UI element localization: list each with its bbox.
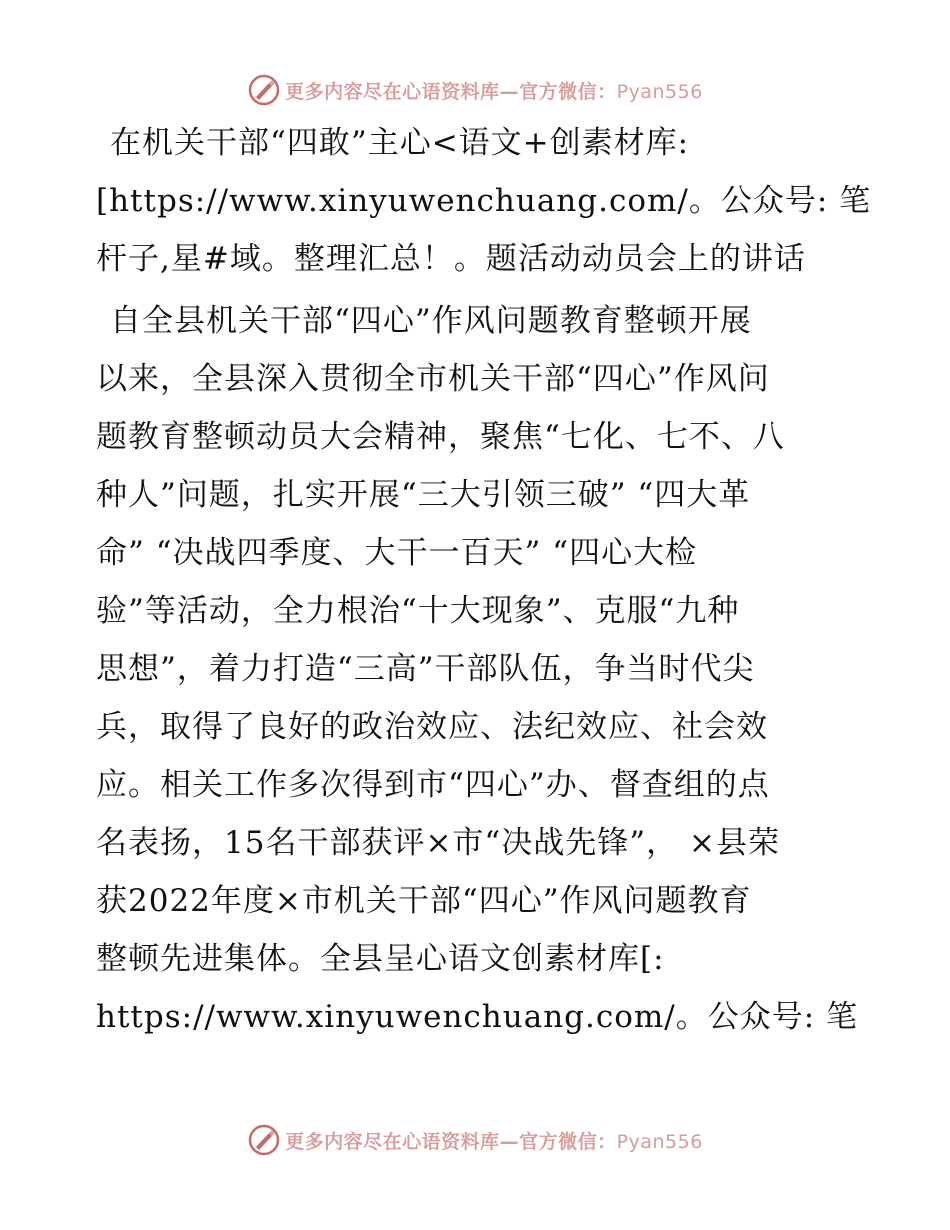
- body-line: 命” “决战四季度、大干一百天” “四心大检: [96, 535, 698, 571]
- watermark-handle: Pyan556: [616, 1130, 703, 1153]
- header-watermark: [0, 70, 950, 110]
- title-line: [https://www.xinyuwenchuang.com/。公众号: 笔: [96, 183, 872, 219]
- body-line: 应。相关工作多次得到市“四心”办、督查组的点: [96, 767, 770, 803]
- body-line: 自全县机关干部“四心”作风问题教育整顿开展: [110, 303, 752, 339]
- document-title: [96, 114, 872, 288]
- body-line: 整顿先进集体。全县呈心语文创素材库[:: [96, 941, 665, 977]
- body-line: 获2022年度×市机关干部“四心”作风问题教育: [96, 883, 752, 919]
- body-paragraph: [96, 292, 859, 1046]
- watermark-text: 更多内容尽在心语资料库—官方微信：Pyan556: [285, 80, 703, 103]
- document-body: [96, 114, 872, 1046]
- body-line: 以来，全县深入贯彻全市机关干部“四心”作风问: [96, 361, 770, 397]
- title-line: 在机关干部“四敢”主心<语文+创素材库:: [110, 125, 690, 161]
- body-line: 思想”，着力打造“三高”干部队伍，争当时代尖: [96, 651, 755, 687]
- body-line: 验”等活动，全力根治“十大现象”、克服“九种: [96, 593, 740, 629]
- watermark-handle: Pyan556: [616, 80, 703, 103]
- body-line: 题教育整顿动员大会精神，聚焦“七化、七不、八: [96, 419, 785, 455]
- pen-logo-icon: [247, 1123, 281, 1157]
- watermark-text: 更多内容尽在心语资料库—官方微信：Pyan556: [285, 1130, 703, 1153]
- body-line: 名表扬，15名干部获评×市“决战先锋”， ×县荣: [96, 825, 780, 861]
- pen-logo-icon: [247, 73, 281, 107]
- footer-watermark: [0, 1120, 950, 1160]
- body-line: 种人”问题，扎实开展“三大引领三破” “四大革: [96, 477, 751, 513]
- body-line: https://www.xinyuwenchuang.com/。公众号: 笔: [96, 999, 859, 1035]
- title-line: 杆子,星#域。整理汇总！。题活动动员会上的讲话: [96, 241, 806, 277]
- body-line: 兵，取得了良好的政治效应、法纪效应、社会效: [96, 709, 768, 745]
